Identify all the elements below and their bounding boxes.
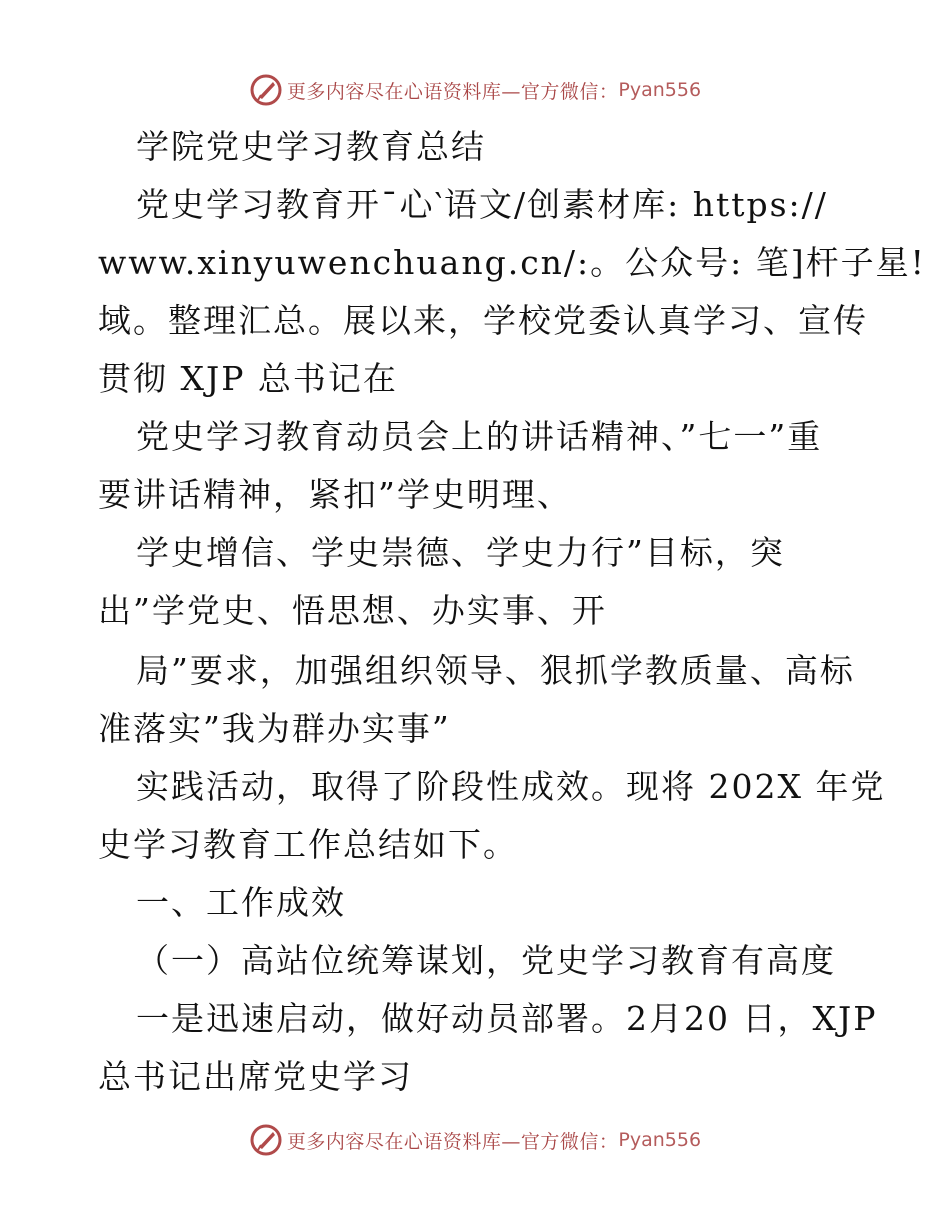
paragraph-line: 党史学习教育开¯心‵语文/创素材库: https:// — [136, 185, 828, 224]
quill-logo-icon — [249, 1123, 283, 1157]
paragraph-line: 局”要求，加强组织领导、狠抓学教质量、高标 — [136, 651, 855, 690]
paragraph-line: 出”学党史、悟思想、办实事、开 — [98, 591, 607, 630]
paragraph-line: 要讲话精神，紧扣”学史明理、 — [98, 475, 572, 514]
paragraph-line: 总书记出席党史学习 — [98, 1057, 413, 1096]
document-title: 学院党史学习教育总结 — [136, 127, 486, 166]
paragraph-line: 一是迅速启动，做好动员部署。2月20 日，XJP — [136, 999, 878, 1038]
watermark-account: Pyan556 — [618, 79, 702, 101]
section-heading: 一、工作成效 — [136, 883, 346, 922]
paragraph-line: 实践活动，取得了阶段性成效。现将 202X 年党 — [136, 767, 886, 806]
watermark-account: Pyan556 — [618, 1129, 702, 1151]
footer-watermark — [0, 1120, 950, 1160]
paragraph-line: 学史增信、学史崇德、学史力行”目标，突 — [136, 533, 785, 572]
paragraph-line: 党史学习教育动员会上的讲话精神、”七一”重 — [136, 417, 823, 456]
paragraph-line: www.xinyuwenchuang.cn/:。公众号: 笔]杆子星! — [98, 243, 926, 282]
quill-logo-icon — [249, 73, 283, 107]
header-watermark — [0, 70, 950, 110]
paragraph-line: 史学习教育工作总结如下。 — [98, 825, 518, 864]
paragraph-line: 域。整理汇总。展以来，学校党委认真学习、宣传 — [98, 301, 868, 340]
paragraph-line: 贯彻 XJP 总书记在 — [98, 359, 398, 398]
watermark-text: 更多内容尽在心语资料库—官方微信： — [286, 1130, 619, 1153]
watermark-text: 更多内容尽在心语资料库—官方微信： — [286, 80, 619, 103]
paragraph-line: 准落实”我为群办实事” — [98, 709, 451, 748]
subsection-heading: （一）高站位统筹谋划，党史学习教育有高度 — [136, 941, 836, 980]
